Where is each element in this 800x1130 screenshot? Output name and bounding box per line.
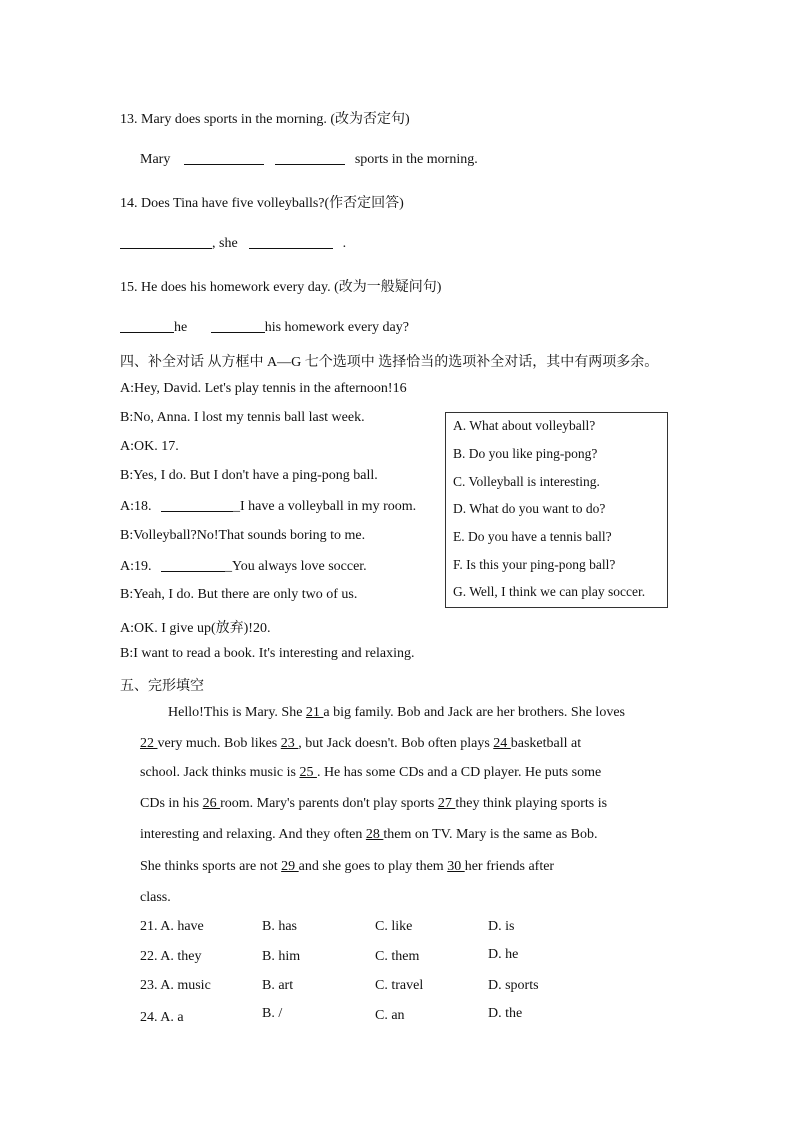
passage-text: , but Jack doesn't. Bob often plays xyxy=(298,736,494,751)
dialogue-line-10: B:I want to read a book. It's interesting and relaxing. xyxy=(120,646,415,661)
passage-text: very much. Bob likes xyxy=(157,736,281,751)
passage-text: Hello!This is Mary. She xyxy=(168,705,306,720)
passage-line-7 xyxy=(140,890,171,906)
passage-blank-23[interactable]: 23 xyxy=(280,736,299,751)
passage-blank-29[interactable]: 29 xyxy=(281,859,299,874)
option-g[interactable]: G. Well, I think we can play soccer. xyxy=(453,584,646,599)
passage-line-3 xyxy=(140,765,601,781)
passage-text: She thinks sports are not xyxy=(140,859,282,874)
choice-23-a[interactable]: 23. A. music xyxy=(140,978,211,993)
dialogue-blank-18[interactable] xyxy=(161,497,233,512)
passage-text: interesting and relaxing. And they often xyxy=(140,827,366,842)
dialogue-line-5-end: _I have a volleyball in my room. xyxy=(233,499,417,514)
choice-21-d[interactable]: D. is xyxy=(488,919,515,934)
q14-blank-2[interactable] xyxy=(249,234,333,249)
passage-text: basketball at xyxy=(510,736,582,751)
passage-text: and she goes to play them xyxy=(298,859,448,874)
passage-blank-21[interactable]: 21 xyxy=(305,705,324,720)
passage-text: school. Jack thinks music is xyxy=(140,765,300,780)
q13-blank-2[interactable] xyxy=(275,150,345,165)
passage-line-4 xyxy=(140,796,607,812)
q14-answer-end: . xyxy=(342,236,347,251)
dialogue-line-3: A:OK. 17. xyxy=(120,439,179,454)
options-box xyxy=(445,412,668,608)
q14-answer-mid: , she xyxy=(212,236,238,251)
q14-answer-line xyxy=(120,234,346,252)
passage-blank-26[interactable]: 26 xyxy=(202,796,221,811)
q14-question: 14. Does Tina have five volleyballs?(作否定回答) xyxy=(120,196,404,211)
option-c[interactable]: C. Volleyball is interesting. xyxy=(453,474,600,489)
choice-23-b[interactable]: B. art xyxy=(262,978,294,993)
dialogue-line-2: B:No, Anna. I lost my tennis ball last week. xyxy=(120,410,365,425)
q15-answer-mid: he xyxy=(174,320,188,335)
q15-question: 15. He does his homework every day. (改为一般疑问句) xyxy=(120,280,442,295)
choice-23-d[interactable]: D. sports xyxy=(488,978,539,993)
q13-answer-end: sports in the morning. xyxy=(354,152,478,167)
choice-22-a[interactable]: 22. A. they xyxy=(140,949,202,964)
section5-heading: 五、完形填空 xyxy=(120,679,204,694)
passage-blank-22[interactable]: 22 xyxy=(140,736,158,751)
q15-blank-2[interactable] xyxy=(211,318,265,333)
section4-heading: 四、补全对话 从方框中 A—G 七个选项中 选择恰当的选项补全对话，其中有两项多余。 xyxy=(120,355,659,370)
choice-22-d[interactable]: D. he xyxy=(488,947,519,962)
choice-24-b[interactable]: B. / xyxy=(262,1006,283,1021)
passage-line-2 xyxy=(140,736,581,752)
q13-answer-start: Mary xyxy=(140,152,171,167)
choice-24-d[interactable]: D. the xyxy=(488,1006,523,1021)
q15-answer-line xyxy=(120,318,409,336)
choice-22-c[interactable]: C. them xyxy=(375,949,420,964)
dialogue-line-1: A:Hey, David. Let's play tennis in the afternoon!16 xyxy=(120,381,407,396)
choice-21-a[interactable]: 21. A. have xyxy=(140,919,204,934)
choice-21-b[interactable]: B. has xyxy=(262,919,297,934)
passage-text: they think playing sports is xyxy=(455,796,608,811)
passage-text: class. xyxy=(140,890,171,905)
passage-blank-24[interactable]: 24 xyxy=(493,736,511,751)
q15-answer-end: his homework every day? xyxy=(264,320,409,335)
choice-21-c[interactable]: C. like xyxy=(375,919,413,934)
choice-24-a[interactable]: 24. A. a xyxy=(140,1010,184,1025)
passage-text: . He has some CDs and a CD player. He puts some xyxy=(316,765,602,780)
dialogue-blank-19[interactable] xyxy=(161,557,225,572)
q15-blank-1[interactable] xyxy=(120,318,174,333)
passage-line-6 xyxy=(140,859,554,875)
option-d[interactable]: D. What do you want to do? xyxy=(453,501,606,516)
dialogue-line-7 xyxy=(120,557,367,575)
passage-text: room. Mary's parents don't play sports xyxy=(220,796,438,811)
passage-text: a big family. Bob and Jack are her brothers. She loves xyxy=(323,705,625,720)
dialogue-line-5 xyxy=(120,497,416,515)
option-e[interactable]: E. Do you have a tennis ball? xyxy=(453,529,612,544)
dialogue-line-9: A:OK. I give up(放弃)!20. xyxy=(120,621,271,636)
passage-text: them on TV. Mary is the same as Bob. xyxy=(383,827,598,842)
passage-blank-25[interactable]: 25 xyxy=(299,765,317,780)
dialogue-line-5-start: A:18. xyxy=(120,499,152,514)
q13-question: 13. Mary does sports in the morning. (改为否定句) xyxy=(120,112,410,127)
q13-blank-1[interactable] xyxy=(184,150,264,165)
passage-blank-28[interactable]: 28 xyxy=(365,827,384,842)
option-a[interactable]: A. What about volleyball? xyxy=(453,418,596,433)
choice-24-c[interactable]: C. an xyxy=(375,1008,405,1023)
q14-blank-1[interactable] xyxy=(120,234,212,249)
choice-22-b[interactable]: B. him xyxy=(262,949,301,964)
dialogue-line-8: B:Yeah, I do. But there are only two of us. xyxy=(120,587,358,602)
passage-text: CDs in his xyxy=(140,796,203,811)
option-f[interactable]: F. Is this your ping-pong ball? xyxy=(453,557,616,572)
passage-text: her friends after xyxy=(464,859,555,874)
option-b[interactable]: B. Do you like ping-pong? xyxy=(453,446,598,461)
dialogue-line-7-end: _You always love soccer. xyxy=(225,559,367,574)
passage-blank-30[interactable]: 30 xyxy=(447,859,465,874)
dialogue-line-6: B:Volleyball?No!That sounds boring to me. xyxy=(120,528,366,543)
passage-line-1 xyxy=(168,705,625,721)
passage-line-5 xyxy=(140,827,598,843)
choice-23-c[interactable]: C. travel xyxy=(375,978,424,993)
dialogue-line-7-start: A:19. xyxy=(120,559,152,574)
passage-blank-27[interactable]: 27 xyxy=(437,796,456,811)
dialogue-line-4: B:Yes, I do. But I don't have a ping-pong ball. xyxy=(120,468,378,483)
q13-answer-line xyxy=(140,150,478,168)
